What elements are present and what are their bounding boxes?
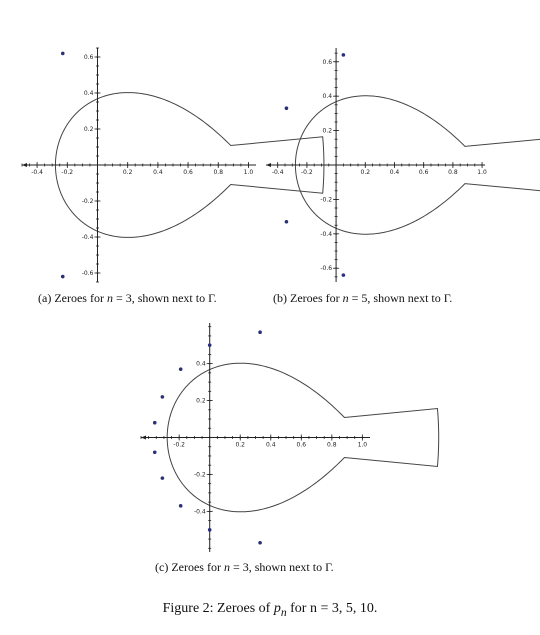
panel-a <box>14 40 264 290</box>
y-tick-label: 0.6 <box>322 58 333 66</box>
zero-point <box>179 504 183 508</box>
x-tick-label: 1.0 <box>357 441 368 449</box>
plot-c <box>133 315 378 560</box>
y-tick-label: 0.6 <box>83 54 94 61</box>
y-tick-label: 0.4 <box>196 360 206 368</box>
caption-a: (a) Zeroes for n = 3, shown next to Γ. <box>38 291 217 305</box>
panel-c <box>133 315 378 560</box>
y-tick-label: -0.2 <box>320 196 333 204</box>
zero-point <box>161 395 165 399</box>
x-tick-label: -0.4 <box>271 169 284 176</box>
zero-point <box>285 220 289 224</box>
figure-caption: Figure 2: Zeroes of $p_n$ for n = 3, 5, 10. <box>162 601 378 619</box>
zero-point <box>342 273 346 277</box>
x-tick-label: 0.4 <box>265 441 276 449</box>
x-tick-label: 0.8 <box>213 169 224 176</box>
zero-point <box>208 528 212 532</box>
y-tick-label: -0.4 <box>193 508 206 516</box>
x-tick-label: 1.0 <box>243 169 254 176</box>
x-tick-label: 1.0 <box>477 169 487 176</box>
x-tick-label: -0.4 <box>31 169 43 176</box>
panel-b <box>258 40 493 290</box>
x-tick-label: 0.8 <box>448 169 458 176</box>
x-tick-label: 0.4 <box>389 169 400 176</box>
caption-b: (b) Zeroes for n = 5, shown next to Γ. <box>273 291 453 305</box>
y-tick-label: 0.2 <box>322 127 333 135</box>
x-tick-label: 0.2 <box>235 441 246 449</box>
x-tick-label: 0.8 <box>327 441 337 449</box>
caption-c: (c) Zeroes for n = 3, shown next to Γ. <box>155 560 334 574</box>
y-tick-label: 0.2 <box>83 126 94 133</box>
zero-point <box>61 275 65 279</box>
y-tick-label: -0.2 <box>193 471 206 479</box>
zero-point <box>61 52 65 56</box>
plot-a <box>14 40 264 290</box>
zero-point <box>258 330 262 334</box>
zero-point <box>161 476 165 480</box>
plot-b <box>258 40 493 290</box>
zero-point <box>342 53 346 57</box>
x-axis-arrow <box>22 163 27 167</box>
zero-point <box>258 541 262 545</box>
x-tick-label: 0.2 <box>360 169 371 176</box>
y-tick-label: -0.6 <box>320 265 333 273</box>
y-tick-label: 0.4 <box>322 93 333 101</box>
x-tick-label: -0.2 <box>301 169 313 176</box>
x-tick-label: 0.6 <box>183 169 193 176</box>
y-tick-label: -0.4 <box>320 230 333 238</box>
zero-point <box>179 367 183 371</box>
x-tick-label: -0.2 <box>173 441 186 449</box>
y-tick-label: -0.4 <box>81 234 94 241</box>
zero-point <box>285 106 289 110</box>
zero-point <box>153 421 157 425</box>
x-tick-label: 0.4 <box>153 169 163 176</box>
zero-point <box>153 450 157 454</box>
x-tick-label: -0.2 <box>61 169 74 176</box>
y-tick-label: -0.2 <box>81 198 94 205</box>
x-tick-label: 0.2 <box>122 169 133 176</box>
x-tick-label: 0.6 <box>418 169 429 176</box>
x-tick-label: 0.6 <box>296 441 307 449</box>
y-tick-label: 0.4 <box>83 90 94 97</box>
x-axis-arrow <box>141 436 146 440</box>
y-tick-label: 0.2 <box>196 397 206 405</box>
zero-point <box>208 343 212 347</box>
y-tick-label: -0.6 <box>81 270 94 277</box>
